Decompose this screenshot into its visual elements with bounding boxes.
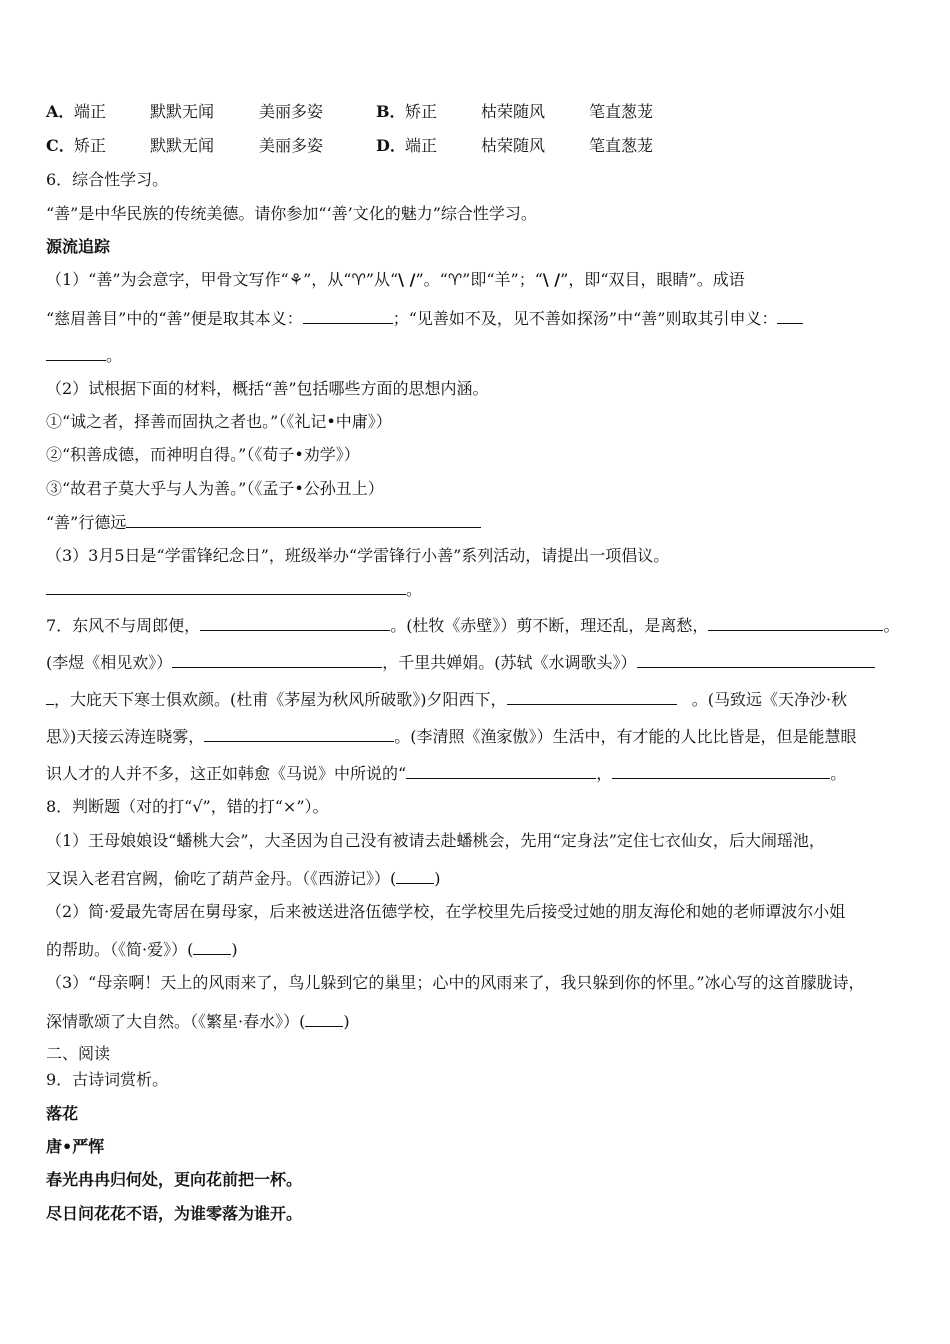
q6-title: 6．综合性学习。 — [46, 170, 169, 189]
part2-heading: 二、阅读 — [46, 1044, 111, 1063]
oracle-eyes-glyph-icon: \ / — [398, 270, 416, 289]
answer-blank-yinshenyi-cont[interactable] — [46, 344, 106, 361]
option-c-item-1: 矫正 — [74, 136, 107, 155]
q7-line3: ，大庇天下寒士俱欢颜。(杜甫《茅屋为秋风所破歌》)夕阳西下， 。(马致远《天净沙·秋 — [46, 688, 847, 711]
answer-blank-q7-8[interactable] — [612, 762, 830, 779]
q8-statement-3-line1: （3）“母亲啊！天上的风雨来了，鸟儿躲到它的巢里；心中的风雨来了，我只躲到你的怀里。”冰心写的这首朦胧诗， — [46, 973, 865, 992]
answer-blank-q7-1[interactable] — [200, 614, 390, 631]
q8-title: 8．判断题（对的打“√”，错的打“×”）。 — [46, 797, 329, 816]
option-c-item-3: 美丽多姿 — [259, 136, 324, 155]
q6-material-2: ②“积善成德，而神明自得。”（《荀子•劝学》） — [46, 445, 360, 464]
q9-title: 9．古诗词赏析。 — [46, 1070, 169, 1089]
poem-author: 唐•严恽 — [46, 1137, 105, 1156]
q6-part2: （2）试根据下面的材料，概括“善”包括哪些方面的思想内涵。 — [46, 379, 489, 398]
q6-part1-line3: 。 — [46, 344, 122, 367]
option-d-item-2: 枯荣随风 — [481, 136, 546, 155]
q7-line5: 识人才的人并不多，这正如韩愈《马说》中所说的“ ， 。 — [46, 764, 847, 783]
q6-part1-line2: “慈眉善目”中的“善”便是取其本义： ；“见善如不及，见不善如探汤”中“善”则取其引申义： — [46, 307, 803, 330]
q6-part1-line1: （1）“善”为会意字，甲骨文写作“⚘”，从“♈”从“\ /”。“♈”即“羊”；“\ /”，即“双目，眼睛”。成语 — [46, 270, 745, 289]
option-d-item-1: 端正 — [405, 136, 438, 155]
q7-line4: 思》)天接云涛连晓雾， 。(李清照《渔家傲》）生活中，有才能的人比比皆是，但是能慧眼 — [46, 727, 857, 746]
q8-statement-2-line1: （2）简·爱最先寄居在舅母家，后来被送进洛伍德学校，在学校里先后接受过她的朋友海伦和她的老师谭波尔小姐 — [46, 902, 846, 921]
q8-statement-1-line2: 又误入老君宫阙，偷吃了葫芦金丹。（《西游记》）( ) — [46, 869, 441, 888]
answer-blank-q7-7[interactable] — [406, 762, 596, 779]
q6-part3-answer: 。 — [46, 578, 422, 601]
q6-material-1: ①“诚之者，择善而固执之者也。”（《礼记•中庸》） — [46, 412, 392, 431]
option-b-item-2: 枯荣随风 — [481, 102, 546, 121]
judge-blank-1[interactable] — [396, 867, 434, 884]
oracle-yang-glyph-icon: ♈ — [351, 270, 366, 289]
option-a-label: A． — [46, 102, 75, 121]
oracle-eyes-glyph-icon-2: \ / — [542, 270, 561, 289]
answer-blank-q7-6[interactable] — [204, 725, 394, 742]
answer-blank-benyi[interactable] — [303, 307, 393, 324]
answer-blank-changyi[interactable] — [46, 578, 406, 595]
option-d-label: D． — [376, 136, 406, 155]
q7-line1: 7．东风不与周郎便， 。(杜牧《赤壁》）剪不断，理还乱，是离愁， 。 — [46, 616, 900, 635]
option-b-label: B． — [376, 102, 406, 121]
answer-blank-q7-4[interactable] — [637, 651, 875, 668]
option-a-item-2: 默默无闻 — [150, 102, 215, 121]
option-b-item-1: 矫正 — [405, 102, 438, 121]
q6-intro: “善”是中华民族的传统美德。请你参加“‘善’文化的魅力”综合性学习。 — [46, 204, 537, 223]
option-b-item-3: 笔直葱茏 — [589, 102, 654, 121]
q7-line2: (李煜《相见欢》） ，千里共婵娟。(苏轼《水调歌头》） — [46, 651, 875, 674]
oracle-shan-glyph-icon: ⚘ — [288, 270, 304, 289]
q6-material-3: ③“故君子莫大乎与人为善。”（《孟子•公孙丑上） — [46, 479, 384, 498]
option-a-item-1: 端正 — [74, 102, 107, 121]
q8-statement-1-line1: （1）王母娘娘设“蟠桃大会”，大圣因为自己没有被请去赴蟠桃会，先用“定身法”定住七衣仙女，后大闹瑶池， — [46, 831, 825, 850]
judge-blank-3[interactable] — [305, 1010, 343, 1027]
poem-line-1: 春光冉冉归何处，更向花前把一杯。 — [46, 1170, 303, 1189]
option-c-item-2: 默默无闻 — [150, 136, 215, 155]
answer-blank-q7-4-cont[interactable] — [46, 688, 54, 705]
q6-section-heading: 源流追踪 — [46, 237, 111, 256]
judge-blank-2[interactable] — [193, 938, 231, 955]
poem-title: 落花 — [46, 1104, 79, 1123]
q8-statement-2-line2: 的帮助。（《简·爱》）( ) — [46, 940, 238, 959]
q6-part3: （3）3月5日是“学雷锋纪念日”，班级举办“学雷锋行小善”系列活动，请提出一项倡议。 — [46, 546, 670, 565]
answer-blank-yinshenyi[interactable] — [777, 307, 803, 324]
answer-blank-q7-5[interactable] — [507, 688, 677, 705]
poem-line-2: 尽日问花花不语，为谁零落为谁开。 — [46, 1204, 303, 1223]
q6-xingde-line: “善”行德远 — [46, 511, 481, 534]
answer-blank-q7-2[interactable] — [708, 614, 883, 631]
answer-blank-q7-3[interactable] — [172, 651, 382, 668]
q8-statement-3-line2: 深情歌颂了大自然。（《繁星·春水》）( ) — [46, 1012, 350, 1031]
option-a-item-3: 美丽多姿 — [259, 102, 324, 121]
option-d-item-3: 笔直葱茏 — [589, 136, 654, 155]
answer-blank-xingde[interactable] — [126, 511, 481, 528]
oracle-yang-glyph-icon-2: ♈ — [447, 270, 463, 289]
option-c-label: C． — [46, 136, 75, 155]
